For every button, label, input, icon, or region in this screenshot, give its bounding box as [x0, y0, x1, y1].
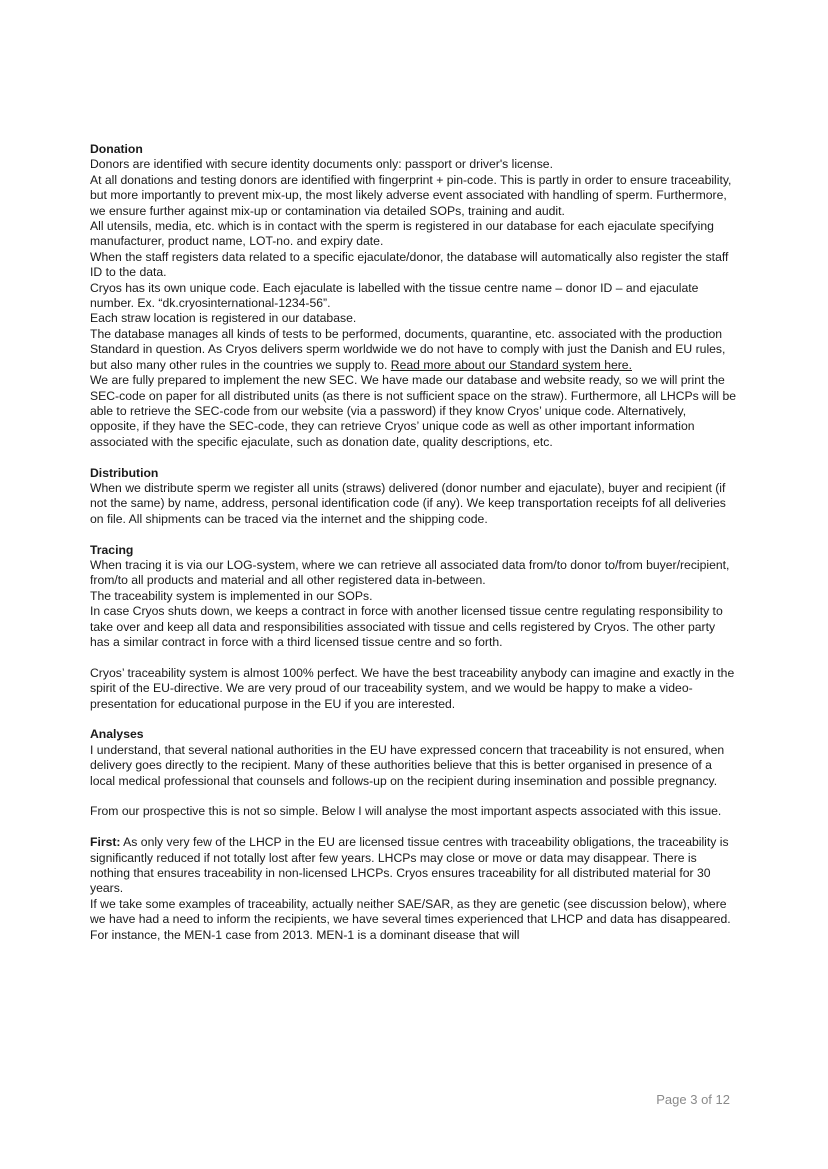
paragraph-text: The database manages all kinds of tests to be performed, documents, quarantine, etc. associated with the production Standard in question. As Cryos delivers sperm worldwide we do not have to comply with just the Danish and EU rules, but also many other rules in the countries we supply to. — [90, 326, 726, 372]
paragraph: From our prospective this is not so simple. Below I will analyse the most important aspects associated with this issue. — [90, 804, 722, 819]
paragraph: The traceability system is implemented in our SOPs. — [90, 588, 373, 603]
spacer — [90, 712, 738, 727]
section-heading-tracing: Tracing — [90, 542, 134, 557]
paragraph: We are fully prepared to implement the new SEC. We have made our database and website ready, so we will print the SEC-code on paper for all distributed units (as there is not sufficient space on the straw). Furthermore, all LHCPs will be able to retrieve the SEC-code from our website (via a password) if they know Cryos’ unique code. Alternatively, opposite, if they have the SEC-code, they can retrieve Cryos’ unique code as well as other important information associated with the specific ejaculate, such as donation date, quality descriptions, etc. — [90, 373, 737, 449]
paragraph: I understand, that several national authorities in the EU have expressed concern that traceability is not ensured, when delivery goes directly to the recipient. Many of these authorities believe that this is better organised in presence of a local medical professional that counsels and follows-up on the recipient during insemination and possible pregnancy. — [90, 742, 725, 788]
paragraph: Each straw location is registered in our database. — [90, 311, 357, 326]
document-body — [90, 142, 738, 943]
paragraph: When tracing it is via our LOG-system, where we can retrieve all associated data from/to donor to/from buyer/recipient, from/to all products and material and all other registered data in-between. — [90, 557, 730, 588]
paragraph-lead: First: — [90, 835, 121, 850]
spacer — [90, 820, 738, 835]
section-heading-analyses: Analyses — [90, 727, 144, 742]
paragraph: All utensils, media, etc. which is in contact with the sperm is registered in our database for each ejaculate specifying manufacturer, product name, LOT-no. and expiry date. — [90, 219, 714, 249]
paragraph: Donors are identified with secure identity documents only: passport or driver's license. — [90, 157, 553, 172]
paragraph: If we take some examples of traceability, actually neither SAE/SAR, as they are genetic (see discussion below), where we have had a need to inform the recipients, we have several times experienced that LHCP and data has disappeared. For instance, the MEN-1 case from 2013. MEN-1 is a dominant disease that will — [90, 896, 731, 942]
section-heading-donation: Donation — [90, 142, 143, 156]
page-number: Page 3 of 12 — [656, 1092, 730, 1107]
standard-system-link[interactable]: Read more about our Standard system here. — [390, 357, 632, 372]
paragraph: At all donations and testing donors are identified with fingerprint + pin-code. This is partly in order to ensure traceability, but more importantly to prevent mix-up, the most likely adverse event associated with handling of sperm. Furthermore, we ensure further against mix-up or contamination via detailed SOPs, training and audit. — [90, 172, 732, 218]
paragraph-text: As only very few of the LHCP in the EU are licensed tissue centres with traceability obligations, the traceability is significantly reduced if not totally lost after few years. LHCPs may close or move or data may disappear. There is nothing that ensures traceability in non-licensed LHCPs. Cryos ensures traceability for all distributed material for 30 years. — [90, 835, 729, 896]
paragraph: When we distribute sperm we register all units (straws) delivered (donor number and ejaculate), buyer and recipient (if not the same) by name, address, personal identification code (if any). We keep transportation receipts fof all deliveries on file. All shipments can be traced via the internet and the shipping code. — [90, 480, 726, 526]
spacer — [90, 650, 738, 665]
paragraph — [90, 327, 738, 373]
paragraph: Cryos has its own unique code. Each ejaculate is labelled with the tissue centre name – donor ID – and ejaculate number. Ex. “dk.cryosinternational-1234-56”. — [90, 280, 699, 311]
paragraph — [90, 835, 738, 897]
spacer — [90, 450, 738, 465]
paragraph: Cryos’ traceability system is almost 100% perfect. We have the best traceability anybody can imagine and exactly in the spirit of the EU-directive. We are very proud of our traceability system, and we would be happy to make a video-presentation for educational purpose in the EU if you are interested. — [90, 665, 735, 711]
spacer — [90, 527, 738, 542]
spacer — [90, 789, 738, 804]
paragraph: In case Cryos shuts down, we keeps a contract in force with another licensed tissue centre regulating responsibility to take over and keep all data and responsibilities associated with tissue and cells registered by Cryos. The other party has a similar contract in force with a third licensed tissue centre and so forth. — [90, 604, 723, 649]
paragraph: When the staff registers data related to a specific ejaculate/donor, the database will automatically also register the staff ID to the data. — [90, 249, 729, 280]
section-heading-distribution: Distribution — [90, 465, 159, 480]
